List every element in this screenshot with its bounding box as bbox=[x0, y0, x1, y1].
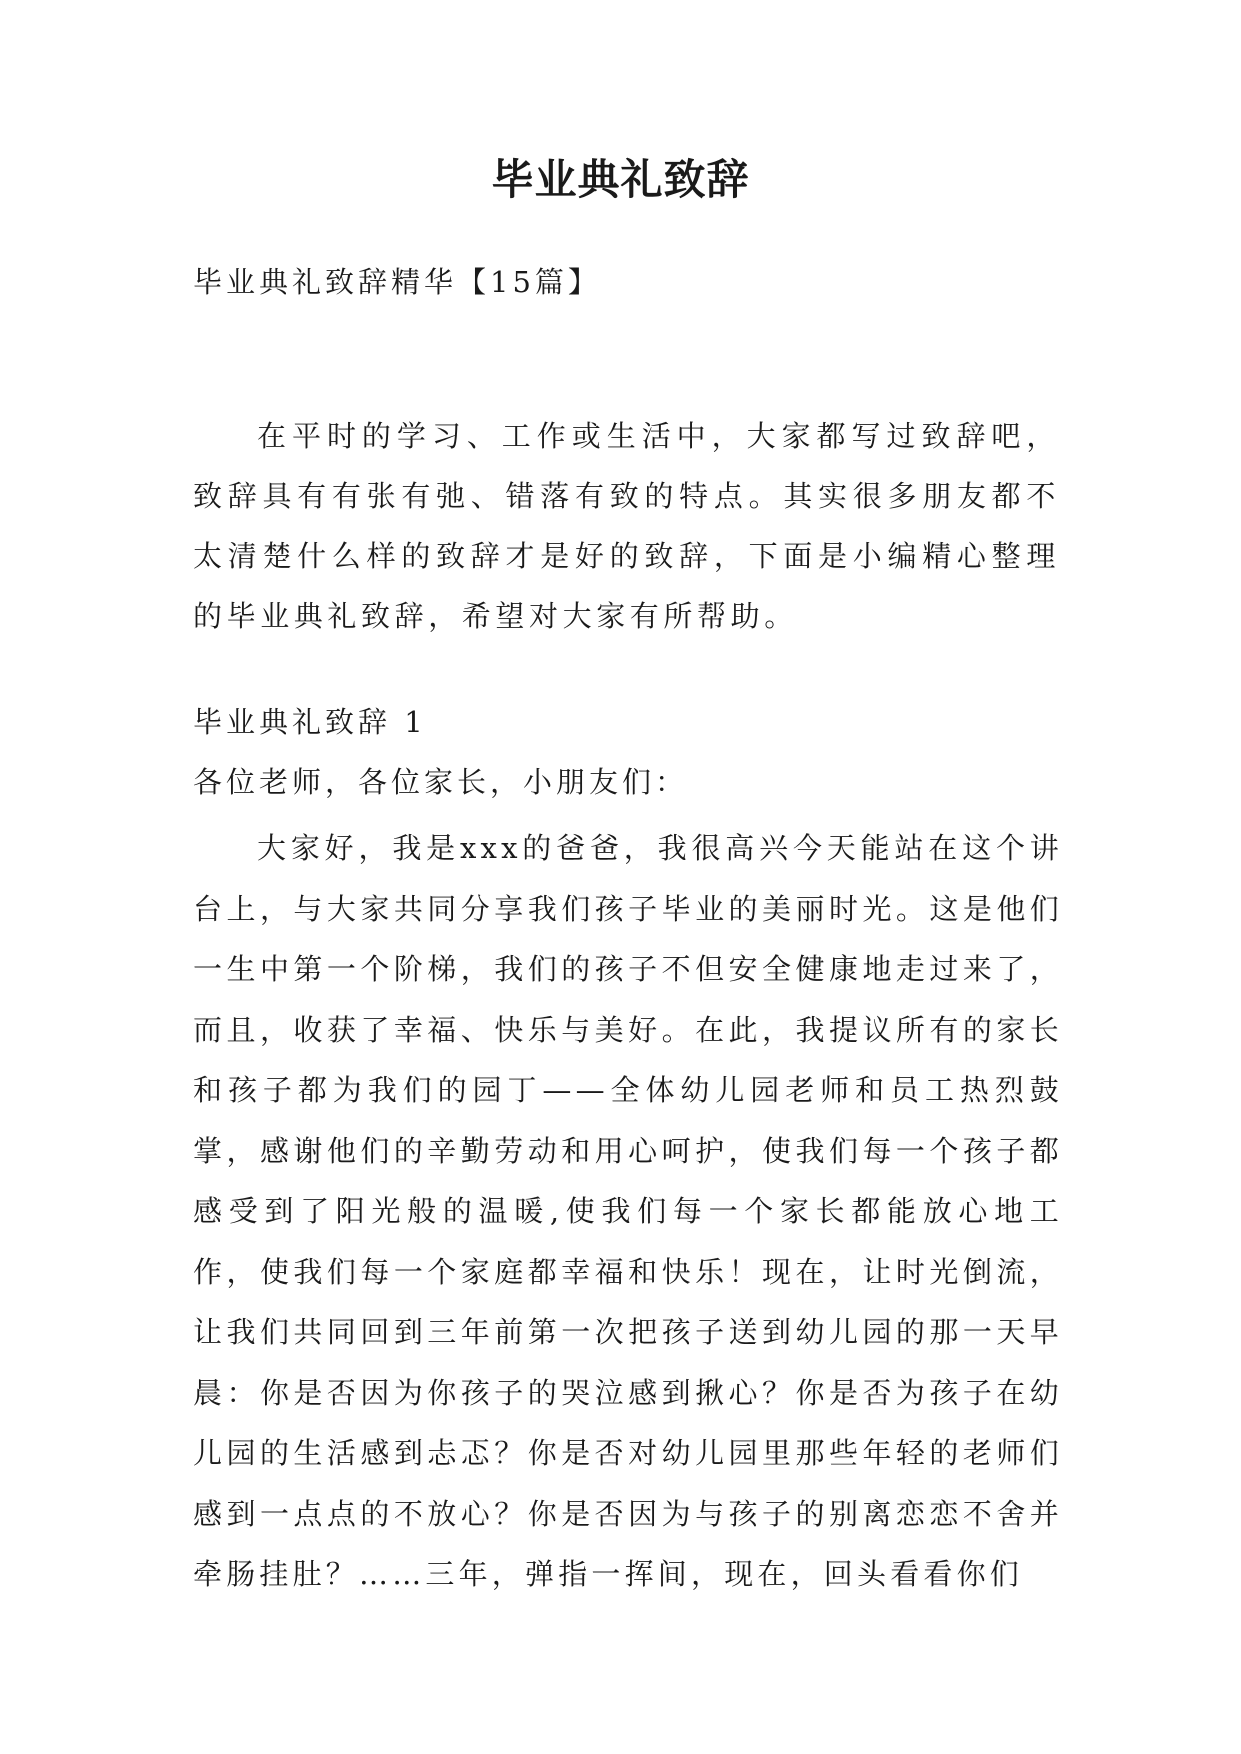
document-title: 毕业典礼致辞 bbox=[491, 155, 750, 204]
section-heading: 毕业典礼致辞 1 bbox=[193, 705, 427, 739]
body-paragraph: 大家好，我是xxx的爸爸，我很高兴今天能站在这个讲台上，与大家共同分享我们孩子毕业的美丽时光。这是他们一生中第一个阶梯，我们的孩子不但安全健康地走过来了，而且，收获了幸福、快乐与美好。在此，我提议所有的家长和孩子都为我们的园丁——全体幼儿园老师和员工热烈鼓掌，感谢他们的辛勤劳动和用心呵护，使我们每一个孩子都感受到了阳光般的温暖,使我们每一个家长都能放心地工作，使我们每一个家庭都幸福和快乐！现在，让时光倒流，让我们共同回到三年前第一次把孩子送到幼儿园的那一天早晨：你是否因为你孩子的哭泣感到揪心？你是否为孩子在幼儿园的生活感到忐忑？你是否对幼儿园里那些年轻的老师们感到一点点的不放心？你是否因为与孩子的别离恋恋不舍并牵肠挂肚？……三年，弹指一挥间，现在，回头看看你们 bbox=[193, 831, 1063, 1591]
intro-paragraph: 在平时的学习、工作或生活中，大家都写过致辞吧，致辞具有有张有弛、错落有致的特点。其实很多朋友都不太清楚什么样的致辞才是好的致辞，下面是小编精心整理的毕业典礼致辞，希望对大家有所帮助。 bbox=[193, 419, 1060, 633]
document-subtitle: 毕业典礼致辞精华【15篇】 bbox=[193, 265, 601, 299]
greeting-line: 各位老师，各位家长，小朋友们： bbox=[193, 765, 689, 799]
